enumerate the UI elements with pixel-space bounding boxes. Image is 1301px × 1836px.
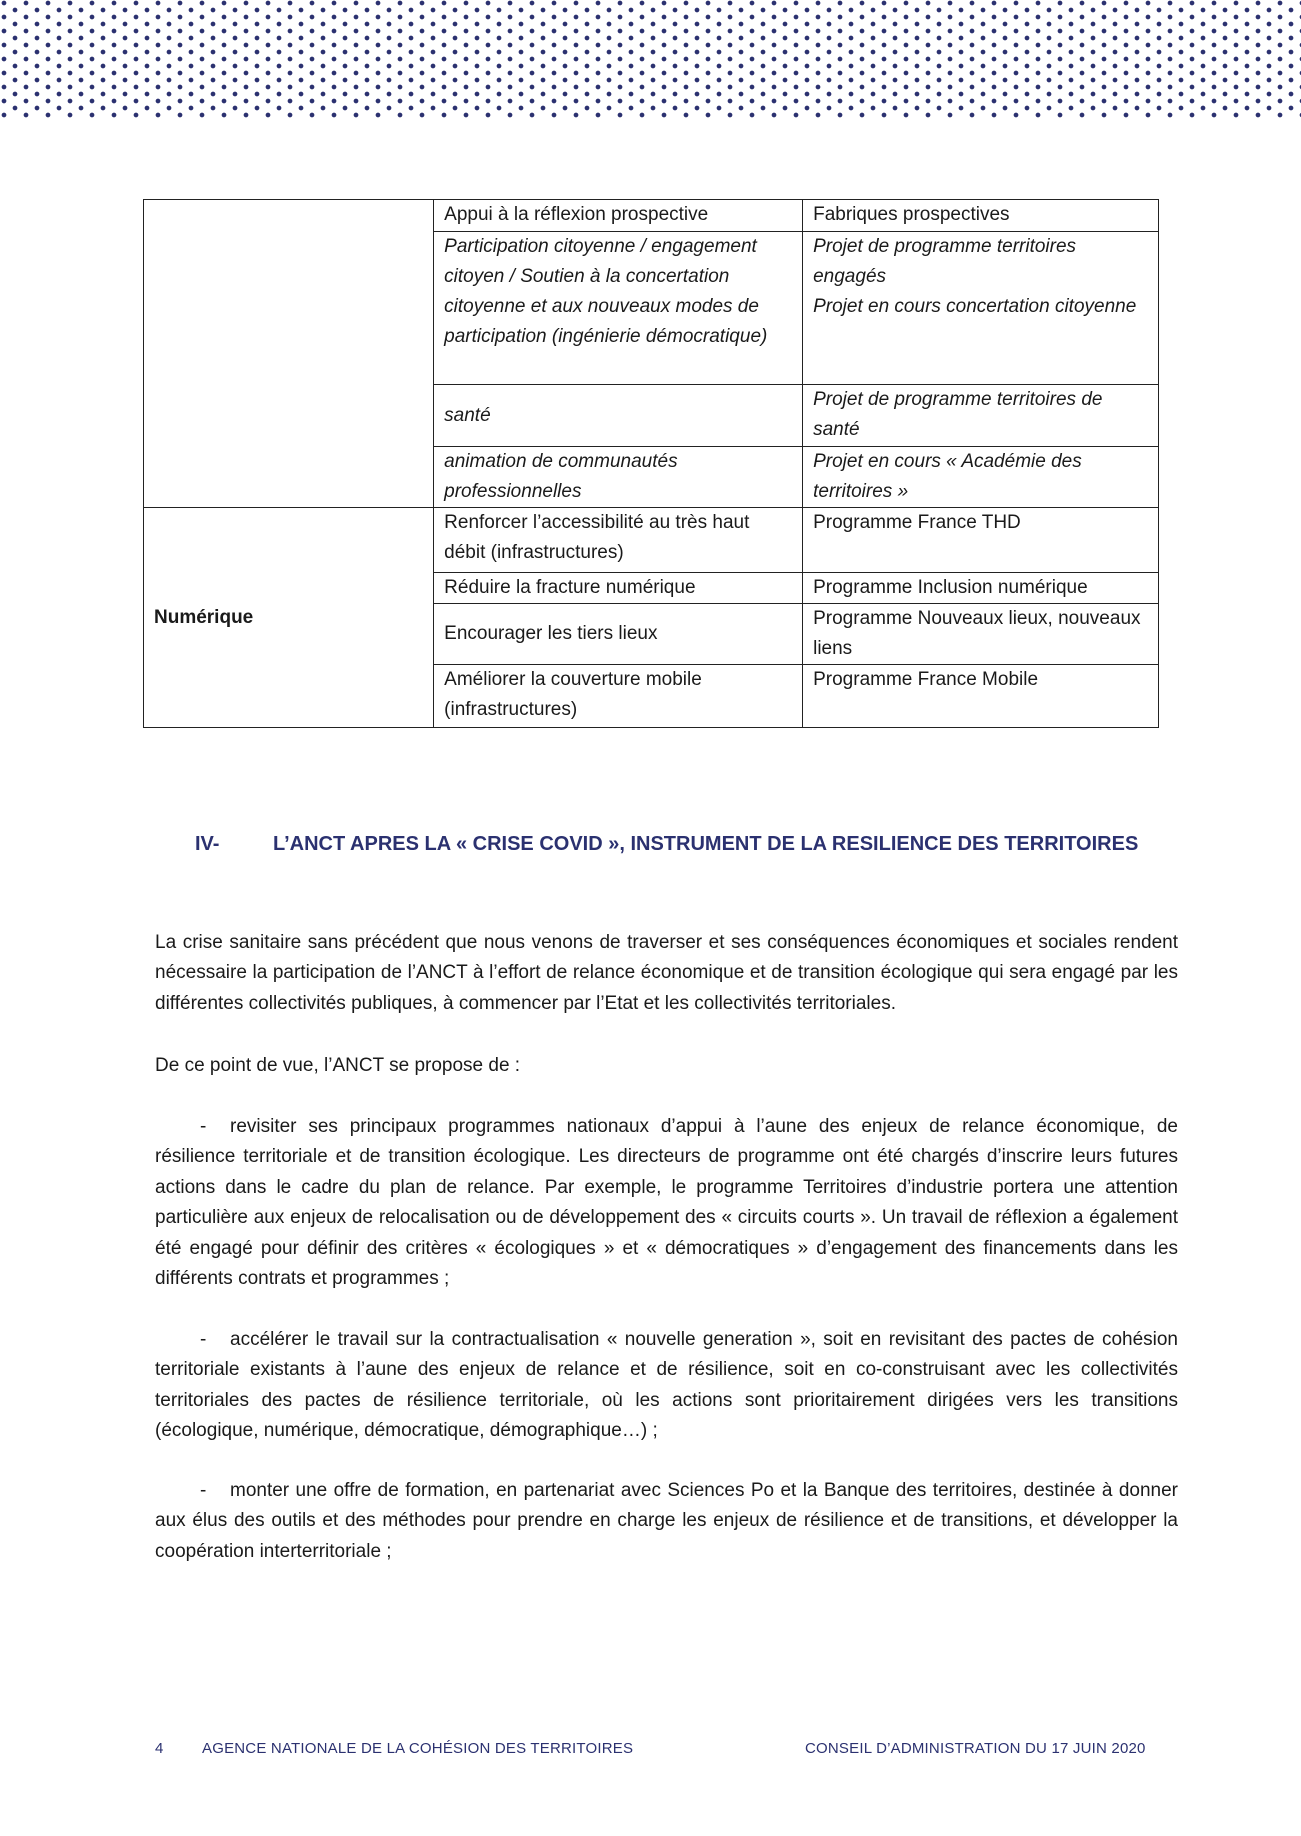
bullet-item bbox=[155, 1325, 1178, 1447]
table-row bbox=[144, 508, 1159, 573]
action-cell: Réduire la fracture numérique bbox=[434, 573, 803, 604]
action-cell: santé bbox=[434, 385, 803, 447]
programs-table bbox=[143, 199, 1159, 728]
action-cell: Participation citoyenne / engagement citoyen / Soutien à la concertation citoyenne et aux nouveaux modes de participation (ingénierie démocratique) bbox=[434, 232, 803, 385]
bullet-text: monter une offre de formation, en partenariat avec Sciences Po et la Banque des territoires, destinée à donner aux élus des outils et des méthodes pour prendre en charge les enjeux de résilience et de transitions, et développer la coopération interterritoriale ; bbox=[155, 1480, 1178, 1562]
intro-paragraph: La crise sanitaire sans précédent que nous venons de traverser et ses conséquences économiques et sociales rendent nécessaire la participation de l’ANCT à l’effort de relance économique et de transition écologique qui sera engagé par les différentes collectivités publiques, à commencer par l’Etat et les collectivités territoriales. bbox=[155, 932, 1178, 1014]
footer-meeting: CONSEIL D’ADMINISTRATION DU 17 JUIN 2020 bbox=[805, 1740, 1146, 1757]
category-cell-empty bbox=[144, 200, 434, 508]
action-cell: Améliorer la couverture mobile (infrastructures) bbox=[434, 665, 803, 728]
program-cell: Programme France Mobile bbox=[803, 665, 1159, 728]
program-line: Projet de programme territoires engagés bbox=[813, 236, 1077, 287]
bullet-item bbox=[155, 1476, 1178, 1567]
section-title: L’ANCT APRES LA « CRISE COVID », INSTRUMENT DE LA RESILIENCE DES TERRITOIRES bbox=[273, 833, 1139, 855]
program-line: Projet en cours concertation citoyenne bbox=[813, 296, 1137, 317]
bullet-marker: - bbox=[200, 1116, 207, 1137]
section-number: IV- bbox=[195, 833, 220, 855]
category-cell-numerique: Numérique bbox=[144, 508, 434, 728]
table-row bbox=[144, 200, 1159, 232]
action-cell: animation de communautés professionnelles bbox=[434, 447, 803, 508]
bullet-text: revisiter ses principaux programmes nationaux d’appui à l’aune des enjeux de relance économique, de résilience territoriale et de transition écologique. Les directeurs de programme ont été chargés d’inscrire leurs futures actions dans le cadre du plan de relance. Par exemple, le programme Territoires d’industrie portera une attention particulière aux enjeux de relocalisation ou de développement des « circuits courts ». Un travail de réflexion a également été engagé pour définir des critères « écologiques » et « démocratiques » d’engagement des financements dans les différents contrats et programmes ; bbox=[155, 1116, 1178, 1290]
action-cell: Encourager les tiers lieux bbox=[434, 604, 803, 665]
footer-page-number: 4 bbox=[155, 1740, 164, 1757]
program-cell: Programme France THD bbox=[803, 508, 1159, 573]
program-cell bbox=[803, 232, 1159, 385]
bullet-text: accélérer le travail sur la contractualisation « nouvelle generation », soit en revisitant des pactes de cohésion territoriale existants à l’aune des enjeux de relance et de résilience, soit en co-construisant avec les collectivités territoriales des pactes de résilience territoriale, où les actions sont prioritairement dirigées vers les transitions (écologique, numérique, démocratique, démographique…) ; bbox=[155, 1329, 1178, 1442]
lead-paragraph: De ce point de vue, l’ANCT se propose de : bbox=[155, 1055, 521, 1076]
program-cell: Projet de programme territoires de santé bbox=[803, 385, 1159, 447]
program-cell: Programme Nouveaux lieux, nouveaux liens bbox=[803, 604, 1159, 665]
bullet-marker: - bbox=[200, 1329, 207, 1350]
program-cell: Programme Inclusion numérique bbox=[803, 573, 1159, 604]
action-cell: Appui à la réflexion prospective bbox=[434, 200, 803, 232]
action-cell: Renforcer l’accessibilité au très haut débit (infrastructures) bbox=[434, 508, 803, 573]
footer-organization: AGENCE NATIONALE DE LA COHÉSION DES TERRITOIRES bbox=[202, 1740, 634, 1757]
dotted-header-pattern bbox=[0, 0, 1301, 118]
program-cell: Projet en cours « Académie des territoires » bbox=[803, 447, 1159, 508]
bullet-marker: - bbox=[200, 1480, 207, 1501]
bullet-item bbox=[155, 1112, 1178, 1294]
program-cell: Fabriques prospectives bbox=[803, 200, 1159, 232]
